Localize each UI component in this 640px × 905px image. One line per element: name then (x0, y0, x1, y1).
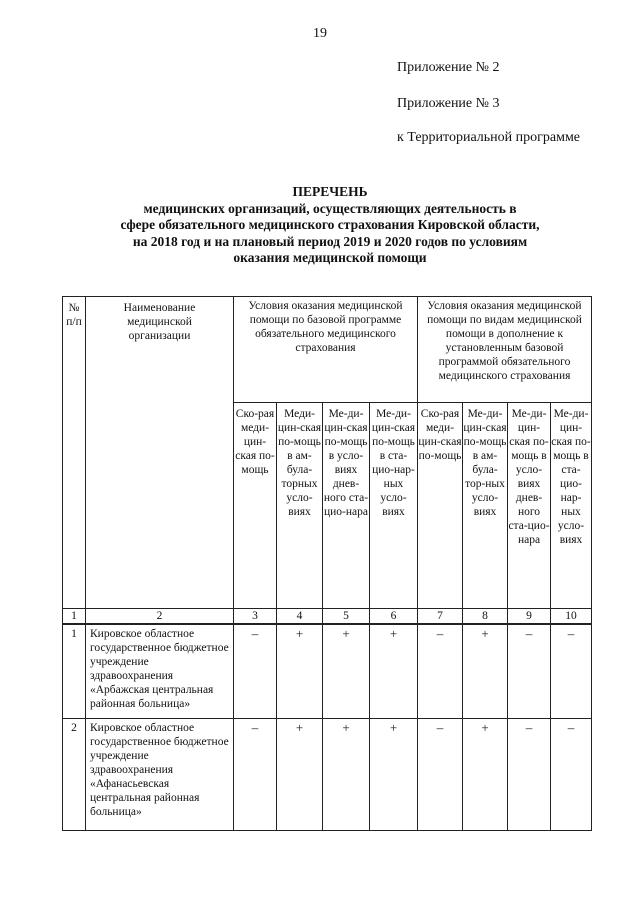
header-group-base: Условия оказания медицинской помощи по базовой программе обязательного медицинского страхования (233, 296, 417, 402)
row-1-mark: – (507, 624, 550, 718)
row-2-org-name: Кировское областное государственное бюджетное учреждение здравоохранения «Афанасьевская центральная районная больница» (85, 718, 233, 831)
title-line: на 2018 год и на плановый период 2019 и 2020 годов по условиям (132, 233, 528, 249)
col-number: 7 (417, 608, 462, 624)
col-number: 2 (85, 608, 233, 624)
header-sub-col-3: Ско-рая меди-цин-ская по-мощь (233, 402, 276, 608)
header-sub-col-4: Меди-цин-ская по-мощь в ам-була-торных усло-виях (276, 402, 322, 608)
col-number: 9 (507, 608, 550, 624)
header-num: № п/п (62, 296, 85, 608)
row-1-mark: – (550, 624, 592, 718)
row-1-mark: – (233, 624, 276, 718)
col-number: 3 (233, 608, 276, 624)
col-number: 4 (276, 608, 322, 624)
col-number: 6 (369, 608, 417, 624)
header-sub-col-10: Ме-ди-цин-ская по-мощь в ста-цио-нар-ных усло-виях (550, 402, 592, 608)
header-bottom-rule (62, 623, 592, 624)
row-2-mark: – (417, 718, 462, 831)
header-name: Наименование медицинской организации (85, 296, 233, 608)
row-2-mark: + (322, 718, 369, 831)
organizations-table (62, 296, 592, 831)
row-2-mark: – (233, 718, 276, 831)
row-2-mark: – (507, 718, 550, 831)
title-line: оказания медицинской помощи (233, 250, 427, 265)
col-number: 5 (322, 608, 369, 624)
header-sub-col-9: Ме-ди-цин-ская по-мощь в усло-виях днев-ного ста-цио-нара (507, 402, 550, 608)
annex-program-ref: к Территориальной программе (397, 130, 581, 145)
row-2-mark: + (462, 718, 507, 831)
row-1-mark: + (369, 624, 417, 718)
header-sub-col-8: Ме-ди-цин-ская по-мощь в ам-була-тор-ных усло-виях (462, 402, 507, 608)
document-title (70, 184, 590, 267)
row-2-mark: + (276, 718, 322, 831)
row-2-mark: – (550, 718, 592, 831)
col-number: 10 (550, 608, 592, 624)
col-number: 1 (62, 608, 85, 624)
header-group-extra: Условия оказания медицинской помощи по видам медицинской помощи в дополнение к установленным базовой программой обязательного медицинского страхования (417, 296, 592, 402)
header-sub-col-5: Ме-ди-цин-ская по-мощь в усло-виях днев-ного ста-цио-нара (322, 402, 369, 608)
row-1-org-name: Кировское областное государственное бюджетное учреждение здравоохранения «Арбажская центральная районная больница» (85, 624, 233, 718)
row-1-mark: + (276, 624, 322, 718)
page-number: 19 (313, 26, 327, 41)
row-1-mark: + (322, 624, 369, 718)
row-1-mark: – (417, 624, 462, 718)
header-sub-col-7: Ско-рая меди-цин-ская по-мощь (417, 402, 462, 608)
row-1-mark: + (462, 624, 507, 718)
col-number: 8 (462, 608, 507, 624)
title-line: медицинских организаций, осуществляющих деятельность в (143, 200, 517, 216)
row-1-num: 1 (62, 624, 85, 718)
title-line: сфере обязательного медицинского страхования Кировской области, (120, 217, 540, 232)
row-2-num: 2 (62, 718, 85, 831)
header-sub-col-6: Ме-ди-цин-ская по-мощь в ста-цио-нар-ных усло-виях (369, 402, 417, 608)
row-2-mark: + (369, 718, 417, 831)
annex-label-2: Приложение № 2 (397, 60, 500, 75)
annex-label-3: Приложение № 3 (397, 96, 500, 111)
title-heading: ПЕРЕЧЕНЬ (292, 184, 368, 199)
